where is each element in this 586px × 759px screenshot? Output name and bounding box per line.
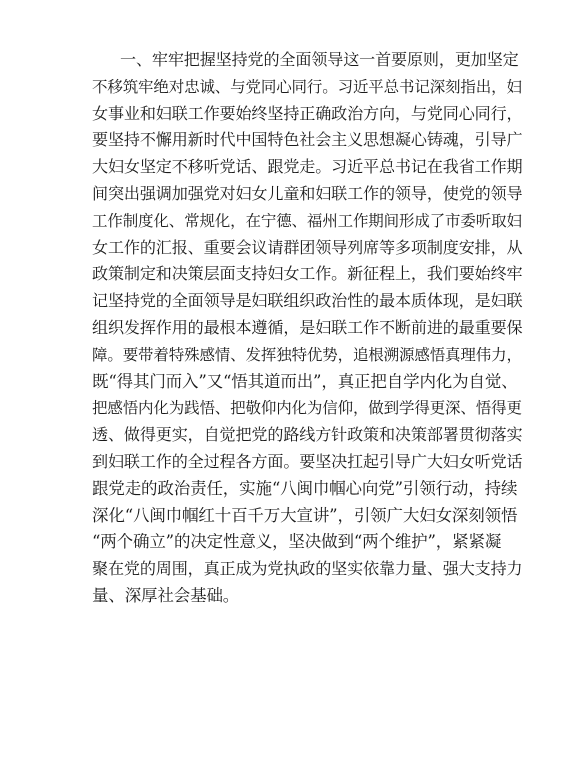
paragraph-line: 深化“八闽巾帼红十百千万大宣讲”，引领广大妇女深刻领悟 bbox=[92, 505, 518, 525]
body-paragraph bbox=[92, 47, 522, 610]
paragraph-line: 一、牢牢把握坚持党的全面领导这一首要原则，更加坚定 bbox=[120, 50, 519, 69]
paragraph-line: 女工作的汇报、重要会议请群团领导列席等多项制度安排，从 bbox=[92, 237, 523, 257]
paragraph-line: 女事业和妇联工作要始终坚持正确政治方向，与党同心同行， bbox=[92, 103, 523, 123]
paragraph-line: 跟党走的政治责任，实施“八闽巾帼心向党”引领行动，持续 bbox=[92, 478, 518, 498]
paragraph-line: 量、深厚社会基础。 bbox=[92, 585, 240, 605]
paragraph-line: 既“得其门而入”又“悟其道而出”，真正把自学内化为自觉、 bbox=[92, 371, 518, 391]
paragraph-line: 障。要带着特殊感情、发挥独特优势，追根溯源感悟真理伟力， bbox=[92, 345, 522, 364]
paragraph-line: 不移筑牢绝对忠诚、与党同心同行。习近平总书记深刻指出，妇 bbox=[92, 77, 522, 96]
paragraph-line: 组织发挥作用的最根本遵循，是妇联工作不断前进的最重要保 bbox=[92, 317, 523, 337]
paragraph-line: 要坚持不懈用新时代中国特色社会主义思想凝心铸魂，引导广 bbox=[92, 130, 523, 150]
paragraph-line: 记坚持党的全面领导是妇联组织政治性的最本质体现，是妇联 bbox=[92, 291, 523, 311]
paragraph-line: 工作制度化、常规化，在宁德、福州工作期间形成了市委听取妇 bbox=[92, 211, 522, 230]
paragraph-line: 政策制定和决策层面支持妇女工作。新征程上，我们要始终牢 bbox=[92, 264, 523, 284]
paragraph-line: 聚在党的周围，真正成为党执政的坚实依靠力量、强大支持力 bbox=[92, 559, 523, 579]
paragraph-line: 到妇联工作的全过程各方面。要坚决扛起引导广大妇女听党话 bbox=[92, 451, 523, 471]
paragraph-line: 间突出强调加强党对妇女儿童和妇联工作的领导，使党的领导 bbox=[92, 183, 523, 203]
paragraph-line: 透、做得更实，自觉把党的路线方针政策和决策部署贯彻落实 bbox=[92, 425, 523, 445]
paragraph-line: 大妇女坚定不移听党话、跟党走。习近平总书记在我省工作期 bbox=[92, 157, 523, 177]
paragraph-line: “两个确立”的决定性意义，坚决做到“两个维护”，紧紧凝 bbox=[92, 532, 502, 552]
paragraph-line: 把感悟内化为践悟、把敬仰内化为信仰，做到学得更深、悟得更 bbox=[92, 399, 522, 418]
